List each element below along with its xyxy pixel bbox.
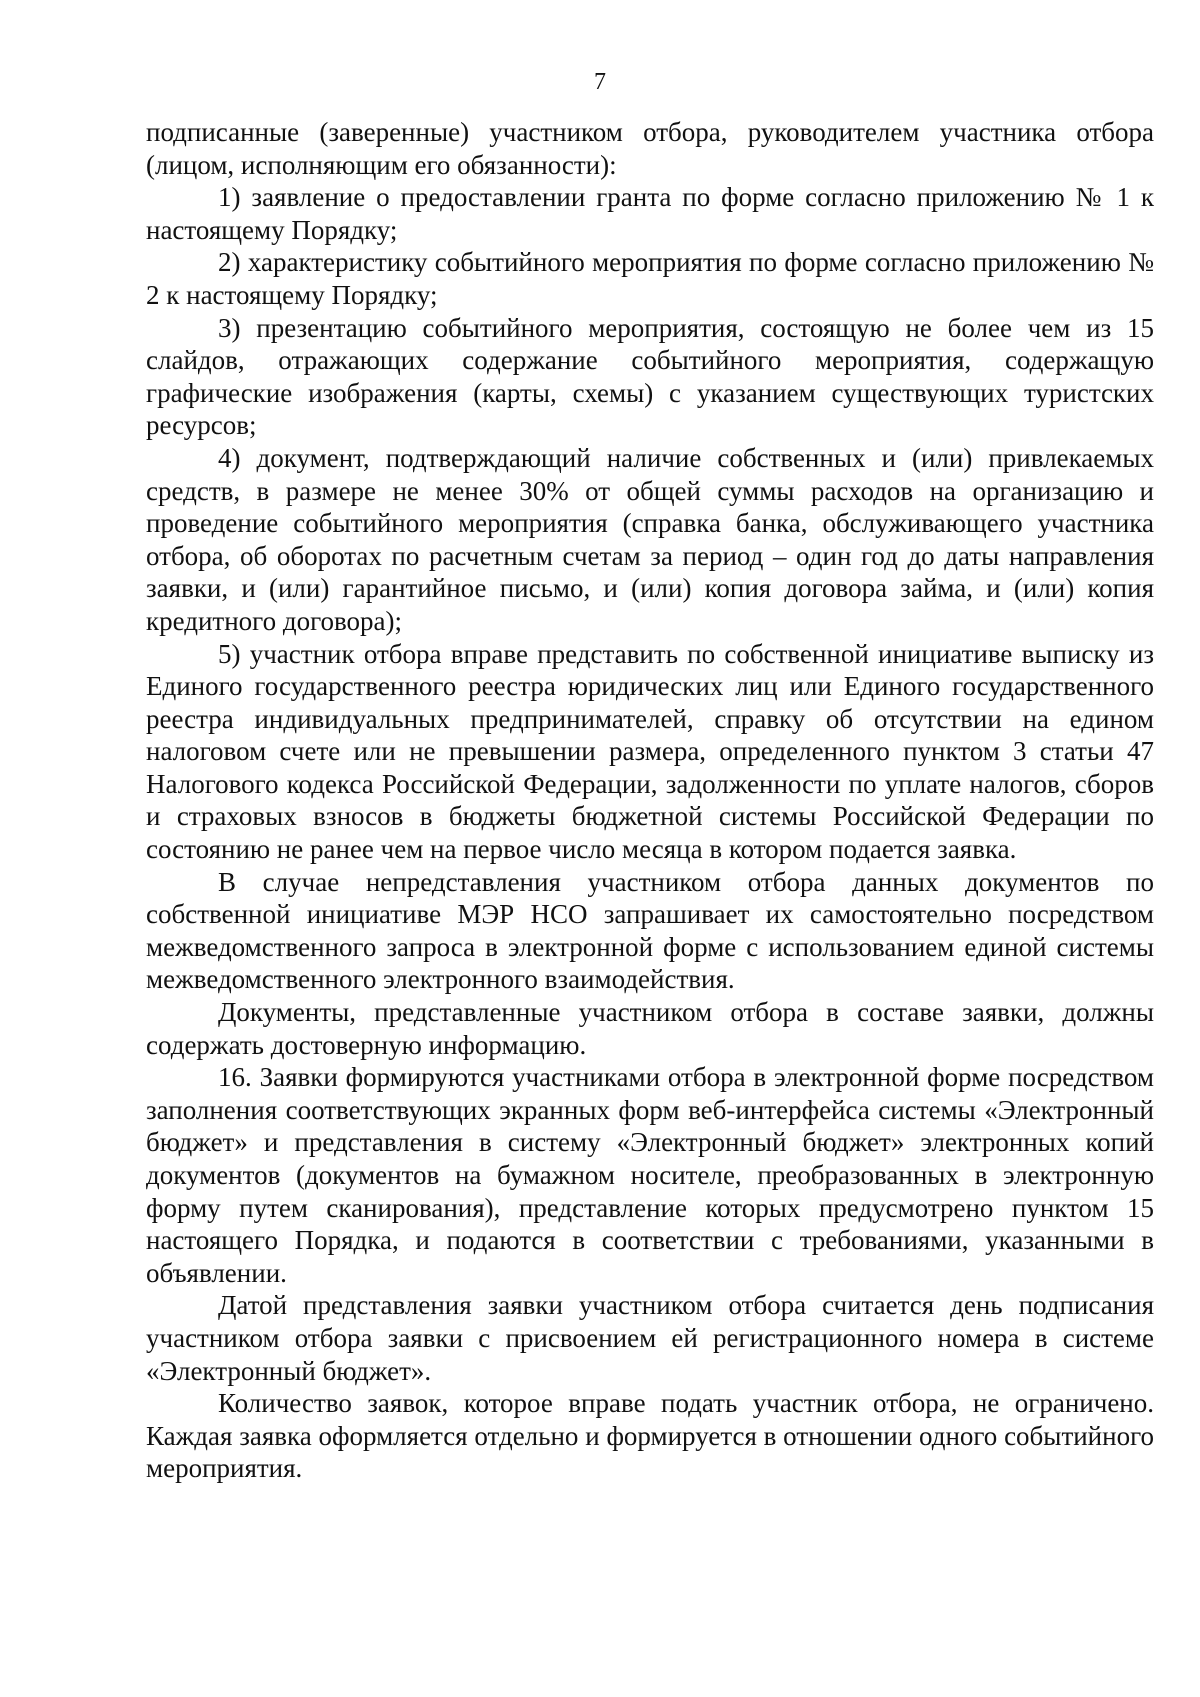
page-number: 7 <box>594 69 606 95</box>
document-body <box>146 116 1154 1485</box>
paragraph-section-16: 16. Заявки формируются участниками отбора в электронной форме посредством заполнения соответствующих экранных форм веб-интерфейса системы «Электронный бюджет» и представления в систему «Электронный бюджет» электронных копий документов (документов на бумажном носителе, преобразованных в электронную форму путем сканирования), представление которых предусмотрено пунктом 15 настоящего Порядка, и подаются в соответствии с требованиями, указанными в объявлении. <box>146 1062 1154 1288</box>
paragraph-item-5: 5) участник отбора вправе представить по собственной инициативе выписку из Единого государственного реестра юридических лиц или Единого государственного реестра индивидуальных предпринимателей, справку об отсутствии на едином налоговом счете или не превышении размера, определенного пунктом 3 статьи 47 Налогового кодекса Российской Федерации, задолженности по уплате налогов, сборов и страховых взносов в бюджеты бюджетной системы Российской Федерации по состоянию не ранее чем на первое число месяца в котором подается заявка. <box>146 638 1154 865</box>
paragraph-application-count: Количество заявок, которое вправе подать участник отбора, не ограничено. Каждая заявка оформляется отдельно и формируется в отношении одного событийного мероприятия. <box>146 1388 1154 1484</box>
paragraph-item-4: 4) документ, подтверждающий наличие собственных и (или) привлекаемых средств, в размере не менее 30% от общей суммы расходов на организацию и проведение событийного мероприятия (справка банка, обслуживающего участника отбора, об оборотах по расчетным счетам за период – один год до даты направления заявки, и (или) гарантийное письмо, и (или) копия договора займа, и (или) копия кредитного договора); <box>146 442 1154 636</box>
paragraph-item-1: 1) заявление о предоставлении гранта по форме согласно приложению № 1 к настоящему Порядку; <box>146 182 1154 245</box>
paragraph-continuation: подписанные (заверенные) участником отбора, руководителем участника отбора (лицом, исполняющим его обязанности): <box>146 117 1154 180</box>
paragraph-reliability: Документы, представленные участником отбора в составе заявки, должны содержать достоверную информацию. <box>146 997 1154 1060</box>
paragraph-item-2: 2) характеристику событийного мероприятия по форме согласно приложению № 2 к настоящему Порядку; <box>146 247 1154 310</box>
paragraph-nonsubmission: В случае непредставления участником отбора данных документов по собственной инициативе МЭР НСО запрашивает их самостоятельно посредством межведомственного запроса в электронной форме с использованием единой системы межведомственного электронного взаимодействия. <box>146 866 1154 995</box>
paragraph-submission-date: Датой представления заявки участником отбора считается день подписания участником отбора заявки с присвоением ей регистрационного номера в системе «Электронный бюджет». <box>146 1290 1154 1386</box>
paragraph-item-3: 3) презентацию событийного мероприятия, состоящую не более чем из 15 слайдов, отражающих содержание событийного мероприятия, содержащую графические изображения (карты, схемы) с указанием существующих туристских ресурсов; <box>146 312 1154 441</box>
